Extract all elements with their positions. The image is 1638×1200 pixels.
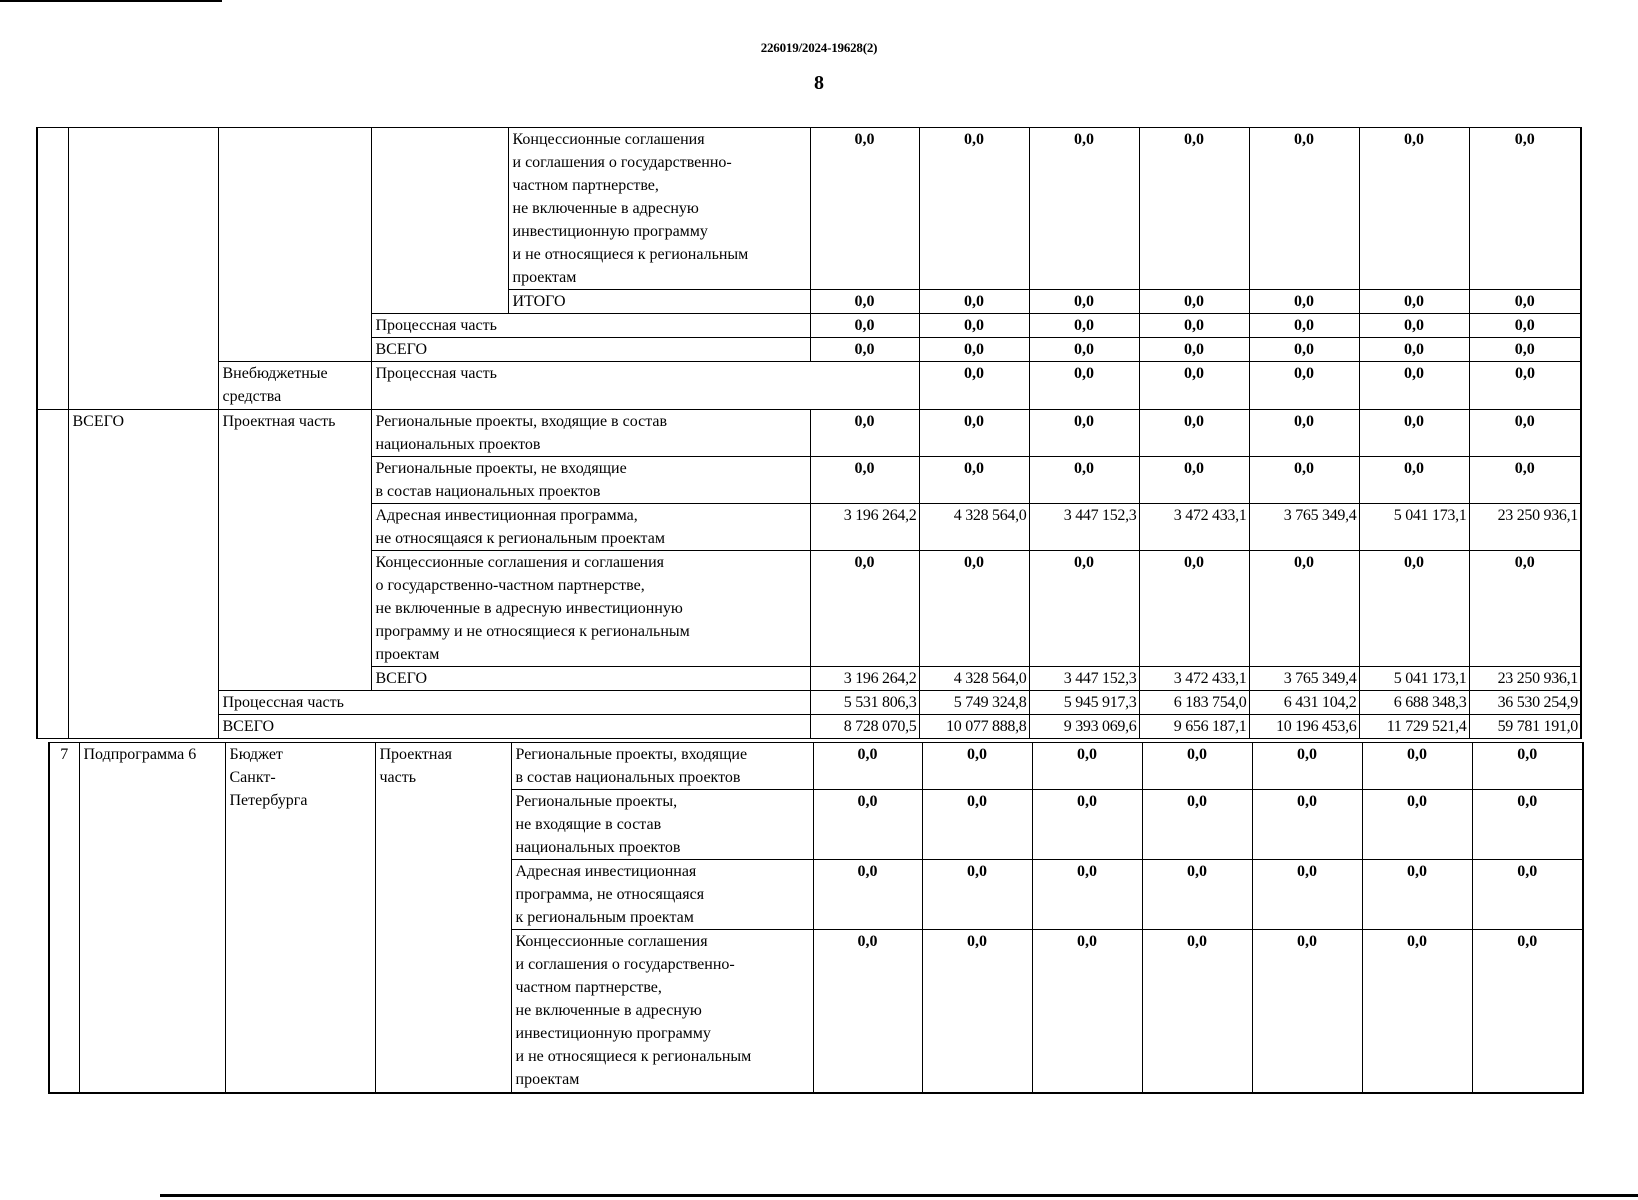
- value-cell: 0,0: [1362, 930, 1472, 1093]
- value-cell: 0,0: [1359, 314, 1469, 338]
- value-cell: 0,0: [1139, 410, 1249, 457]
- value-cell: 0,0: [1029, 338, 1139, 362]
- row-label: Концессионные соглашения и соглашения о государственно- частном партнерстве, не включенные в адресную инвестиционную программу и не относящиеся к региональным проектам: [508, 128, 810, 290]
- value-cell: 0,0: [813, 860, 922, 930]
- value-cell: 3 196 264,2: [810, 667, 919, 691]
- value-cell: 0,0: [1472, 790, 1583, 860]
- value-cell: 0,0: [1139, 362, 1249, 410]
- value-cell: 0,0: [1032, 790, 1142, 860]
- value-cell: 0,0: [813, 790, 922, 860]
- value-cell: 0,0: [1249, 457, 1359, 504]
- value-cell: 0,0: [922, 860, 1032, 930]
- row-label: Процессная часть: [371, 314, 810, 338]
- value-cell: 0,0: [1249, 338, 1359, 362]
- value-cell: 23 250 936,1: [1469, 504, 1581, 551]
- row-label: Концессионные соглашения и соглашения о государственно- частном партнерстве, не включенные в адресную инвестиционную программу и не относящиеся к региональным проектам: [511, 930, 813, 1093]
- value-cell: 0,0: [1472, 743, 1583, 790]
- row-label: Региональные проекты, входящие в состав национальных проектов: [511, 743, 813, 790]
- value-cell: 4 328 564,0: [919, 504, 1029, 551]
- table-row: [49, 743, 1583, 790]
- value-cell: 0,0: [1469, 410, 1581, 457]
- value-cell: 5 531 806,3: [810, 691, 919, 715]
- value-cell: 0,0: [1139, 314, 1249, 338]
- table-row: [37, 691, 1581, 715]
- table-row: [37, 362, 1581, 410]
- value-cell: 0,0: [919, 128, 1029, 290]
- value-cell: 0,0: [1029, 128, 1139, 290]
- value-cell: 0,0: [1249, 410, 1359, 457]
- row-label: ВСЕГО: [371, 338, 810, 362]
- value-cell: 0,0: [1469, 128, 1581, 290]
- value-cell: 0,0: [919, 410, 1029, 457]
- value-cell: 0,0: [1249, 290, 1359, 314]
- value-cell: 0,0: [1469, 457, 1581, 504]
- value-cell: 0,0: [810, 551, 919, 667]
- value-cell: 5 041 173,1: [1359, 667, 1469, 691]
- row-label: Адресная инвестиционная программа, не относящаяся к региональным проектам: [371, 504, 810, 551]
- value-cell: 0,0: [1359, 290, 1469, 314]
- row-number-cell: 7: [49, 743, 79, 1093]
- value-cell: 0,0: [919, 290, 1029, 314]
- value-cell: 0,0: [1252, 860, 1362, 930]
- row-number-cell: [37, 410, 68, 739]
- value-cell: 0,0: [1362, 743, 1472, 790]
- value-cell: 10 196 453,6: [1249, 715, 1359, 739]
- row-label: Процессная часть: [218, 691, 810, 715]
- value-cell: 0,0: [1029, 410, 1139, 457]
- value-cell: 0,0: [813, 743, 922, 790]
- value-cell: 0,0: [1472, 930, 1583, 1093]
- value-cell: 59 781 191,0: [1469, 715, 1581, 739]
- value-cell: 3 196 264,2: [810, 504, 919, 551]
- value-cell: 0,0: [1469, 338, 1581, 362]
- value-cell: 0,0: [1359, 362, 1469, 410]
- value-cell: 10 077 888,8: [919, 715, 1029, 739]
- value-cell: 0,0: [810, 128, 919, 290]
- value-cell: 0,0: [1142, 860, 1252, 930]
- value-cell: 0,0: [1249, 128, 1359, 290]
- value-cell: 3 472 433,1: [1139, 504, 1249, 551]
- row-label: Региональные проекты, не входящие в состав национальных проектов: [371, 457, 810, 504]
- value-cell: 23 250 936,1: [1469, 667, 1581, 691]
- row-number-cell: [37, 128, 68, 410]
- top-edge-rule: [0, 0, 222, 2]
- value-cell: 0,0: [1029, 290, 1139, 314]
- source-cell: Внебюджетные средства: [218, 362, 371, 410]
- value-cell: 5 945 917,3: [1029, 691, 1139, 715]
- value-cell: 0,0: [919, 457, 1029, 504]
- bottom-edge-rule: [160, 1194, 1638, 1197]
- value-cell: 0,0: [1029, 362, 1139, 410]
- value-cell: 0,0: [810, 457, 919, 504]
- value-cell: 0,0: [810, 410, 919, 457]
- value-cell: 5 749 324,8: [919, 691, 1029, 715]
- value-cell: 0,0: [1249, 314, 1359, 338]
- value-cell: 0,0: [1252, 930, 1362, 1093]
- row-label: Региональные проекты, входящие в состав национальных проектов: [371, 410, 810, 457]
- value-cell: 0,0: [810, 338, 919, 362]
- subprogram-cell: ВСЕГО: [68, 410, 218, 739]
- value-cell: 6 688 348,3: [1359, 691, 1469, 715]
- value-cell: 3 765 349,4: [1249, 667, 1359, 691]
- value-cell: 6 183 754,0: [1139, 691, 1249, 715]
- value-cell: 0,0: [1032, 743, 1142, 790]
- value-cell: 0,0: [1252, 790, 1362, 860]
- value-cell: 0,0: [922, 743, 1032, 790]
- value-cell: 0,0: [1142, 790, 1252, 860]
- value-cell: 0,0: [1469, 362, 1581, 410]
- value-cell: 0,0: [1469, 290, 1581, 314]
- row-label: Концессионные соглашения и соглашения о государственно-частном партнерстве, не включенные в адресную инвестиционную программу и не относящиеся к региональным проектам: [371, 551, 810, 667]
- part-cell: Проектная часть: [218, 410, 371, 691]
- value-cell: 0,0: [1469, 314, 1581, 338]
- value-cell: 0,0: [1252, 743, 1362, 790]
- value-cell: 0,0: [1029, 551, 1139, 667]
- value-cell: 0,0: [1142, 930, 1252, 1093]
- financing-table-part-2: [48, 742, 1584, 1094]
- value-cell: 0,0: [1359, 410, 1469, 457]
- value-cell: 11 729 521,4: [1359, 715, 1469, 739]
- value-cell: 9 393 069,6: [1029, 715, 1139, 739]
- row-label: ВСЕГО: [371, 667, 810, 691]
- subprogram-cell: Подпрограмма 6: [79, 743, 225, 1093]
- value-cell: 0,0: [1142, 743, 1252, 790]
- value-cell: 3 765 349,4: [1249, 504, 1359, 551]
- value-cell: 0,0: [1362, 860, 1472, 930]
- value-cell: 36 530 254,9: [1469, 691, 1581, 715]
- value-cell: 0,0: [922, 930, 1032, 1093]
- value-cell: 3 472 433,1: [1139, 667, 1249, 691]
- value-cell: 0,0: [1029, 457, 1139, 504]
- value-cell: 0,0: [1032, 860, 1142, 930]
- value-cell: 0,0: [1359, 457, 1469, 504]
- value-cell: 0,0: [810, 290, 919, 314]
- value-cell: 0,0: [1139, 551, 1249, 667]
- source-cell: [218, 128, 371, 362]
- row-label: ВСЕГО: [218, 715, 810, 739]
- value-cell: 0,0: [919, 338, 1029, 362]
- table-row: [37, 410, 1581, 457]
- value-cell: 0,0: [1139, 338, 1249, 362]
- table-row: [37, 715, 1581, 739]
- value-cell: 0,0: [1359, 551, 1469, 667]
- value-cell: 0,0: [1032, 930, 1142, 1093]
- value-cell: 0,0: [922, 790, 1032, 860]
- value-cell: 0,0: [1139, 290, 1249, 314]
- value-cell: 5 041 173,1: [1359, 504, 1469, 551]
- value-cell: 0,0: [919, 314, 1029, 338]
- value-cell: 0,0: [1472, 860, 1583, 930]
- document-number: 226019/2024-19628(2): [760, 40, 878, 55]
- subprogram-cell: [68, 128, 218, 410]
- value-cell: 0,0: [919, 551, 1029, 667]
- value-cell: 0,0: [813, 930, 922, 1093]
- financing-table-part-1: [36, 127, 1582, 739]
- value-cell: 4 328 564,0: [919, 667, 1029, 691]
- part-cell: [371, 128, 508, 314]
- value-cell: 3 447 152,3: [1029, 667, 1139, 691]
- value-cell: 0,0: [1249, 362, 1359, 410]
- value-cell: 0,0: [1469, 551, 1581, 667]
- page-number: 8: [814, 72, 824, 94]
- value-cell: 0,0: [1139, 457, 1249, 504]
- value-cell: 0,0: [919, 362, 1029, 410]
- value-cell: 0,0: [1362, 790, 1472, 860]
- row-label: ИТОГО: [508, 290, 810, 314]
- value-cell: 0,0: [1249, 551, 1359, 667]
- row-label: Адресная инвестиционная программа, не относящаяся к региональным проектам: [511, 860, 813, 930]
- value-cell: 3 447 152,3: [1029, 504, 1139, 551]
- value-cell: 8 728 070,5: [810, 715, 919, 739]
- value-cell: 6 431 104,2: [1249, 691, 1359, 715]
- part-cell: Проектная часть: [375, 743, 511, 1093]
- value-cell: 0,0: [1359, 128, 1469, 290]
- value-cell: 9 656 187,1: [1139, 715, 1249, 739]
- value-cell: 0,0: [810, 314, 919, 338]
- value-cell: 0,0: [1139, 128, 1249, 290]
- value-cell: 0,0: [1029, 314, 1139, 338]
- source-cell: Бюджет Санкт- Петербурга: [225, 743, 375, 1093]
- row-label: Процессная часть: [371, 362, 919, 410]
- table-row: [37, 128, 1581, 290]
- value-cell: 0,0: [1359, 338, 1469, 362]
- row-label: Региональные проекты, не входящие в состав национальных проектов: [511, 790, 813, 860]
